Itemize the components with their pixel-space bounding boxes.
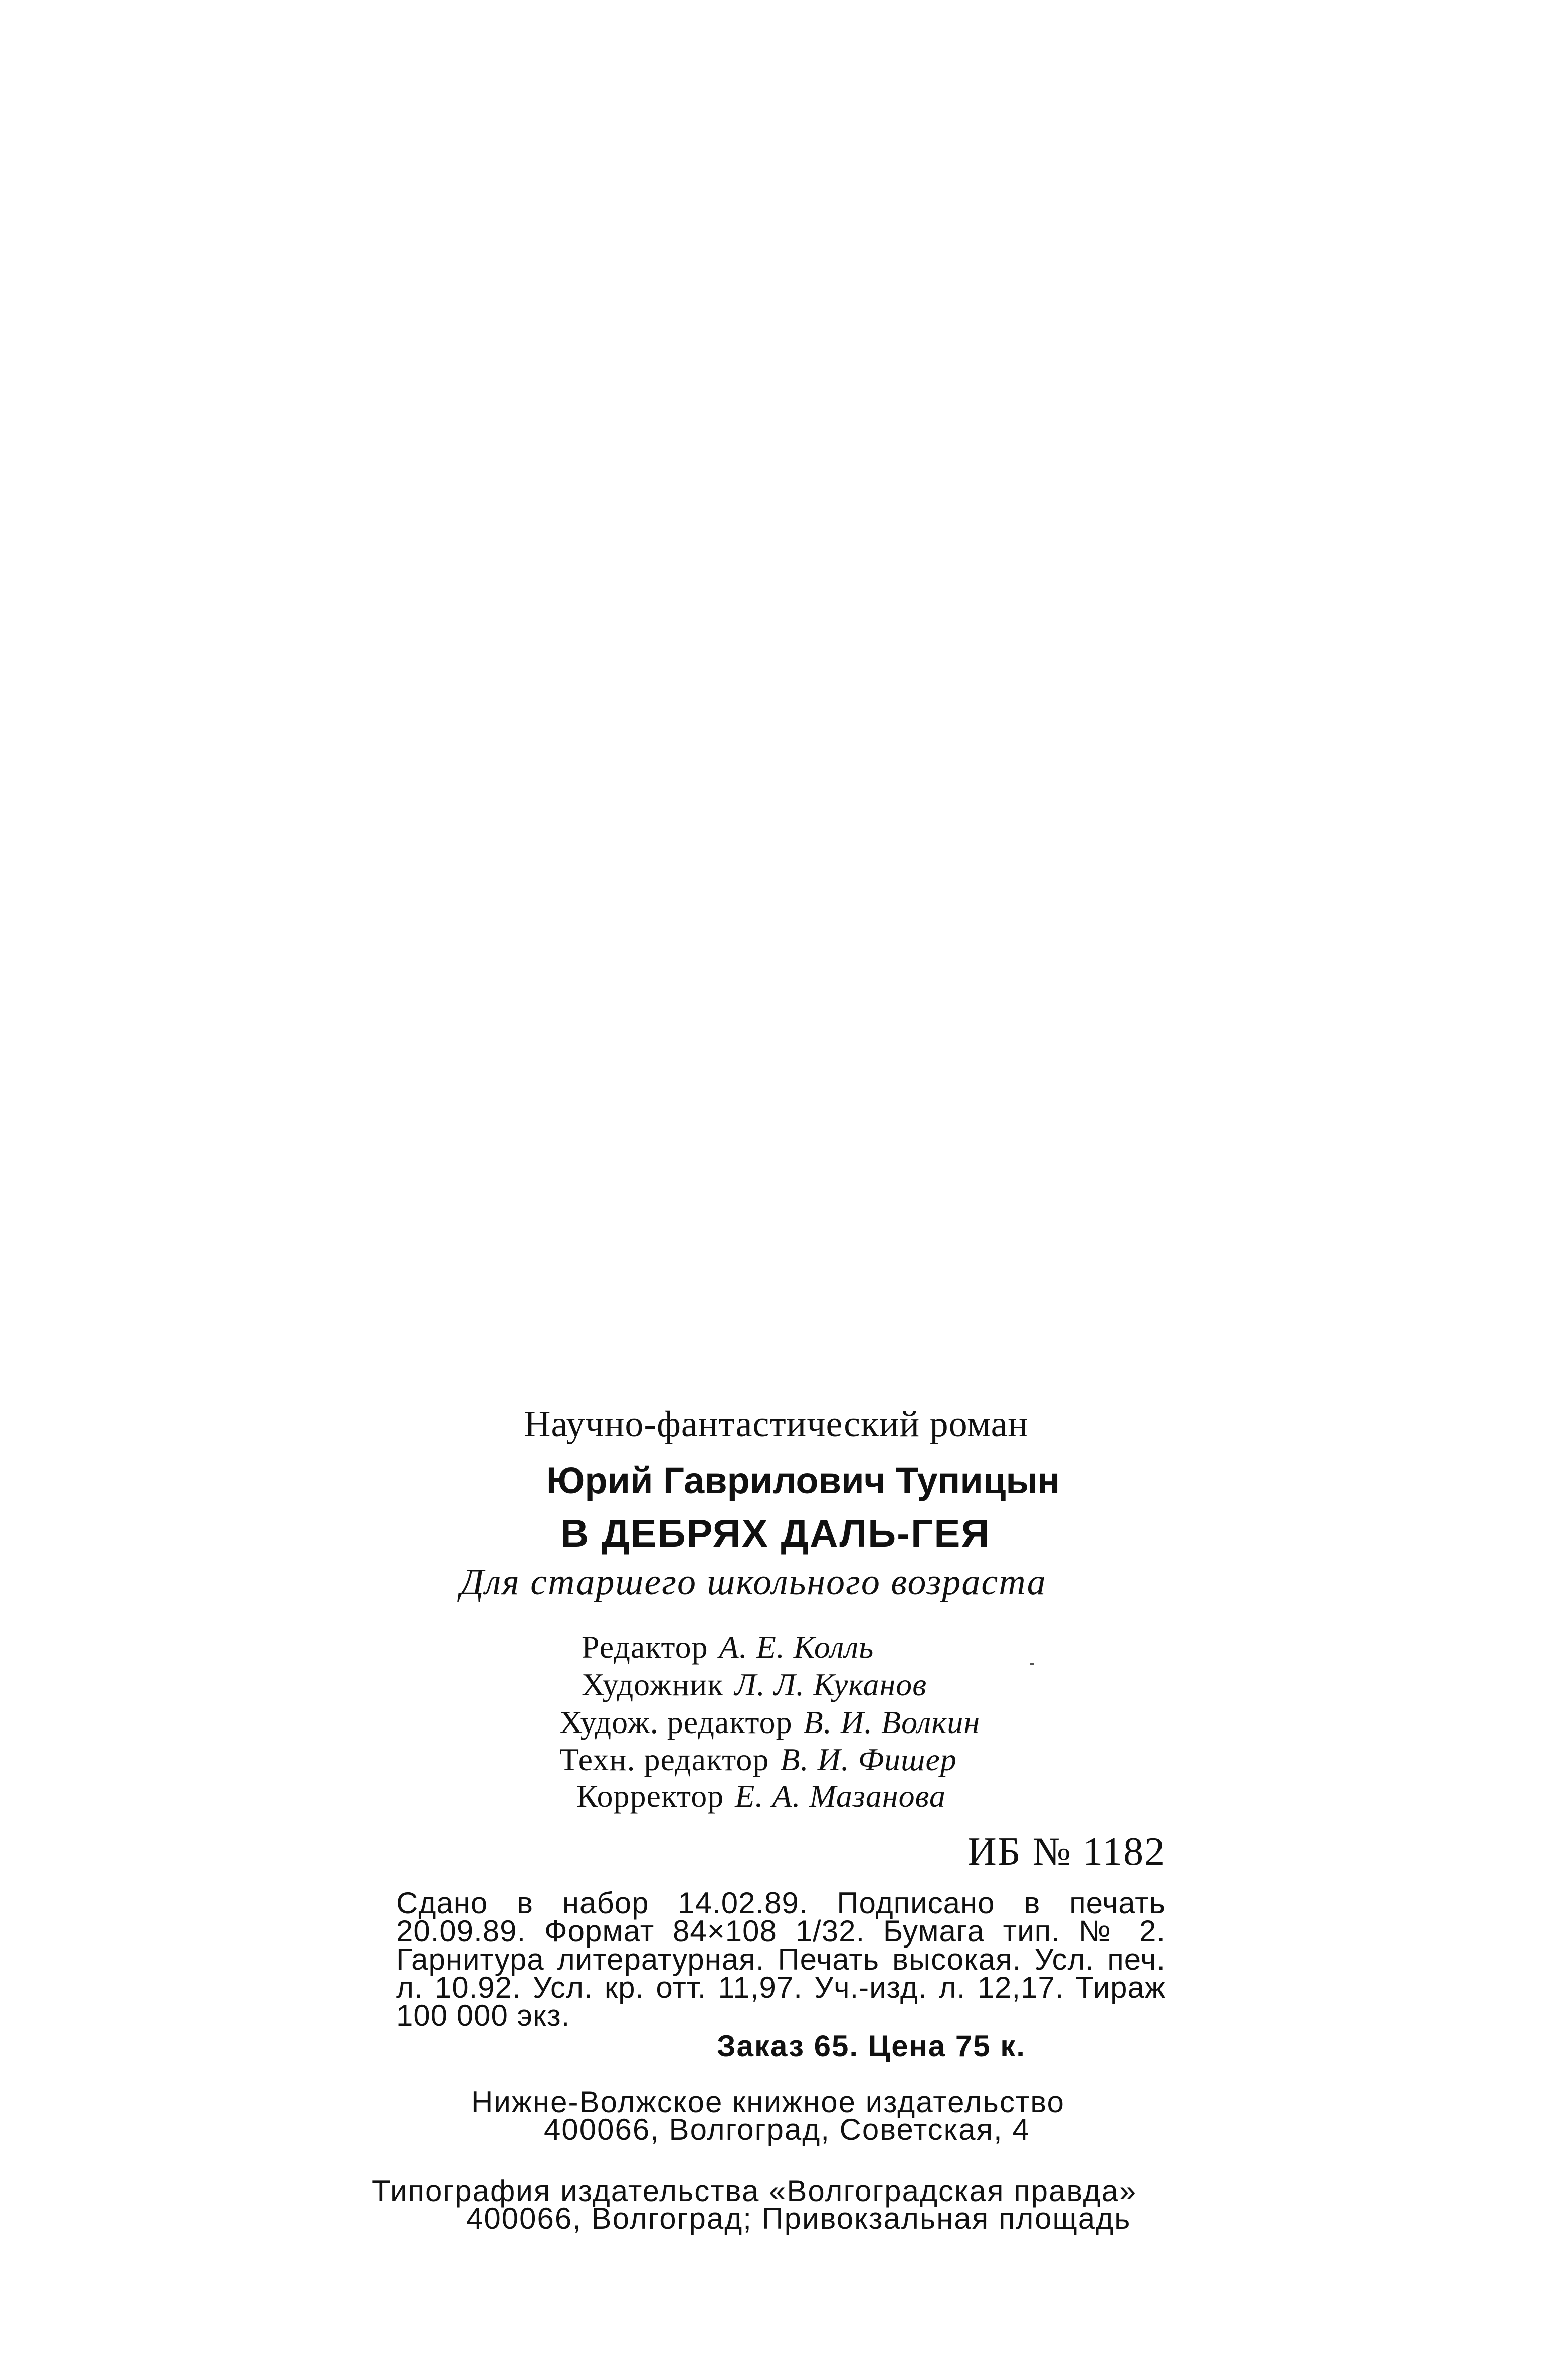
credit-editor — [582, 1631, 874, 1663]
print-speck — [1030, 1663, 1034, 1665]
credit-name: Л. Л. Куканов — [734, 1667, 927, 1702]
audience-line: Для старшего школьного возраста — [460, 1562, 1047, 1603]
imprint-details: Сдано в набор 14.02.89. Подписано в печать 20.09.89. Формат 84×108 1/32. Бумага тип. № 2. Гарнитура литературная. Печать высокая. Усл. печ. л. 10.92. Усл. кр. отт. 11,97. Уч.-изд. л. 12,17. Тираж 100 000 экз. — [396, 1886, 1166, 2032]
credit-name: В. И. Фишер — [780, 1742, 957, 1777]
author-name: Юрий Гаврилович Тупицын — [546, 1460, 1060, 1501]
order-price-line: Заказ 65. Цена 75 к. — [717, 2029, 1026, 2063]
credit-name: А. Е. Колль — [719, 1629, 874, 1665]
printer-name: Типография издательства «Волгоградская правда» — [372, 2174, 1137, 2208]
credit-role: Корректор — [576, 1778, 724, 1814]
book-title: В ДЕБРЯХ ДАЛЬ-ГЕЯ — [560, 1511, 991, 1555]
credit-name: В. И. Волкин — [803, 1704, 981, 1740]
credit-role: Художник — [582, 1667, 724, 1702]
credit-role: Худож. редактор — [559, 1704, 793, 1740]
printer-address: 400066, Волгоград; Привокзальная площадь — [466, 2202, 1131, 2235]
credit-art-editor — [559, 1706, 980, 1739]
credit-name: Е. А. Мазанова — [735, 1778, 946, 1814]
credit-role: Техн. редактор — [559, 1742, 769, 1777]
credit-artist — [582, 1669, 927, 1701]
genre-line: Научно-фантастический роман — [524, 1404, 1029, 1445]
credit-proofreader — [576, 1780, 946, 1812]
credit-tech-editor — [559, 1744, 957, 1776]
publisher-name: Нижне-Волжское книжное издательство — [471, 2085, 1065, 2119]
ib-number: ИБ № 1182 — [968, 1830, 1166, 1874]
credit-role: Редактор — [582, 1629, 708, 1665]
publisher-address: 400066, Волгоград, Советская, 4 — [544, 2113, 1030, 2146]
